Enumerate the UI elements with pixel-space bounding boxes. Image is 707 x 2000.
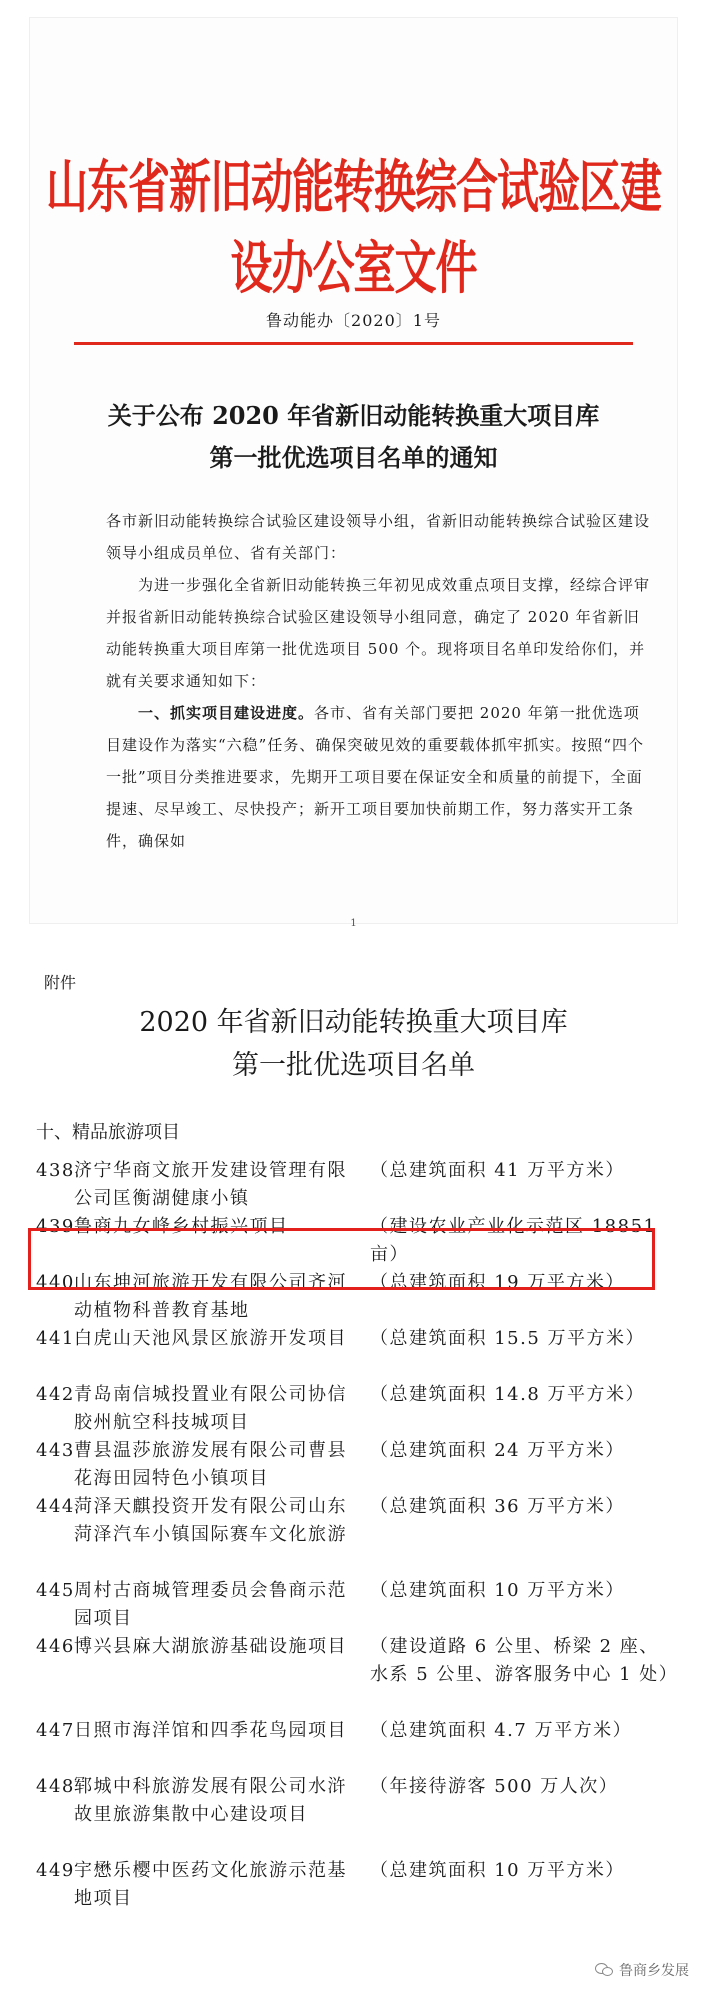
project-scale: （总建筑面积 24 万平方米）	[370, 1440, 625, 1461]
highlight-box	[28, 1228, 655, 1290]
notice-paragraph: 为进一步强化全省新旧动能转换三年初见成效重点项目支撑，经综合评审并报省新旧动能转换综合试验区建设领导小组同意，确定了 2020 年省新旧动能转换重大项目库第一批优选项目 500 个。现将项目名单印发给你们，并就有关要求通知如下：	[106, 576, 651, 690]
project-scale: （年接待游客 500 万人次）	[370, 1776, 619, 1797]
project-scale: （总建筑面积 10 万平方米）	[370, 1580, 625, 1601]
section-heading: 十、精品旅游项目	[36, 1122, 180, 1143]
table-row	[36, 1381, 676, 1437]
project-number: 447	[36, 1720, 75, 1741]
table-row	[36, 1493, 676, 1577]
project-name: 郓城中科旅游发展有限公司水浒故里旅游集散中心建设项目	[74, 1776, 347, 1825]
project-name: 青岛南信城投置业有限公司协信胶州航空科技城项目	[74, 1384, 347, 1433]
table-row	[36, 1437, 676, 1493]
project-scale: （总建筑面积 10 万平方米）	[370, 1860, 625, 1881]
notice-paragraph-requirement	[106, 697, 654, 857]
requirement-text: 各市、省有关部门要把 2020 年第一批优选项目建设作为落实“六稳”任务、确保突破见效的重要载体抓牢抓实。按照“四个一批”项目分类推进要求，先期开工项目要在保证安全和质量的前提下，全面提速、尽早竣工、尽快投产；新开工项目要加快前期工作，努力落实开工条件，确保如	[106, 704, 645, 850]
project-name: 济宁华商文旅开发建设管理有限公司匡衡湖健康小镇	[74, 1160, 347, 1209]
table-row	[36, 1717, 676, 1773]
project-name: 菏泽天麒投资开发有限公司山东菏泽汽车小镇国际赛车文化旅游	[74, 1496, 347, 1545]
project-name: 宇懋乐樱中医药文化旅游示范基地项目	[74, 1860, 347, 1909]
list-title-line1: 2020 年省新旧动能转换重大项目库	[139, 1007, 568, 1038]
project-number: 441	[36, 1328, 75, 1349]
table-row	[36, 1325, 676, 1381]
project-number: 443	[36, 1440, 75, 1461]
notice-addressee: 各市新旧动能转换综合试验区建设领导小组，省新旧动能转换综合试验区建设领导小组成员单位、省有关部门：	[106, 512, 651, 562]
project-name: 博兴县麻大湖旅游基础设施项目	[74, 1636, 347, 1657]
notice-title-line1: 关于公布 2020 年省新旧动能转换重大项目库	[107, 401, 600, 430]
project-number: 445	[36, 1580, 75, 1601]
project-scale: （总建筑面积 4.7 万平方米）	[370, 1720, 633, 1741]
project-name: 曹县温莎旅游发展有限公司曹县花海田园特色小镇项目	[74, 1440, 347, 1489]
project-scale: （建设道路 6 公里、桥梁 2 座、水系 5 公里、游客服务中心 1 处）	[370, 1636, 679, 1685]
project-scale: （总建筑面积 15.5 万平方米）	[370, 1328, 646, 1349]
page-number: 1	[350, 918, 357, 929]
requirement-heading: 一、抓实项目建设进度。	[138, 704, 315, 722]
document-number: 鲁动能办〔2020〕1号	[266, 311, 441, 330]
list-title-line2: 第一批优选项目名单	[232, 1050, 475, 1081]
project-number: 446	[36, 1636, 75, 1657]
project-number: 442	[36, 1384, 75, 1405]
table-row	[36, 1633, 679, 1717]
notice-title-line2: 第一批优选项目名单的通知	[209, 443, 498, 472]
table-row	[36, 1157, 676, 1213]
project-number: 439	[36, 1216, 75, 1237]
project-scale: （总建筑面积 19 万平方米）	[370, 1272, 625, 1293]
header-divider	[74, 342, 633, 345]
project-number: 448	[36, 1776, 75, 1797]
notice-page	[30, 18, 677, 929]
project-name: 日照市海洋馆和四季花鸟园项目	[74, 1720, 347, 1741]
project-scale: （总建筑面积 36 万平方米）	[370, 1496, 625, 1517]
project-name: 鲁商九女峰乡村振兴项目	[74, 1216, 289, 1237]
project-scale: （总建筑面积 14.8 万平方米）	[370, 1384, 646, 1405]
project-number: 449	[36, 1860, 75, 1881]
table-row	[36, 1773, 676, 1857]
watermark-text: 鲁商乡发展	[619, 1963, 689, 1979]
project-name: 白虎山天池风景区旅游开发项目	[74, 1328, 347, 1349]
attachment-label: 附件	[44, 973, 77, 992]
table-row	[36, 1577, 676, 1633]
wechat-icon	[595, 1963, 613, 1977]
document-header: 山东省新旧动能转换综合试验区建设办公室文件	[45, 153, 661, 301]
project-scale: （建设农业产业化示范区 18851 亩）	[370, 1216, 657, 1265]
table-row	[36, 1857, 676, 1913]
project-number: 444	[36, 1496, 75, 1517]
project-name: 周村古商城管理委员会鲁商示范园项目	[74, 1580, 347, 1629]
project-name: 山东坤河旅游开发有限公司齐河动植物科普教育基地	[74, 1272, 347, 1321]
project-scale: （总建筑面积 41 万平方米）	[370, 1160, 625, 1181]
watermark	[595, 1960, 689, 1980]
project-number: 438	[36, 1160, 75, 1181]
project-number: 440	[36, 1272, 75, 1293]
